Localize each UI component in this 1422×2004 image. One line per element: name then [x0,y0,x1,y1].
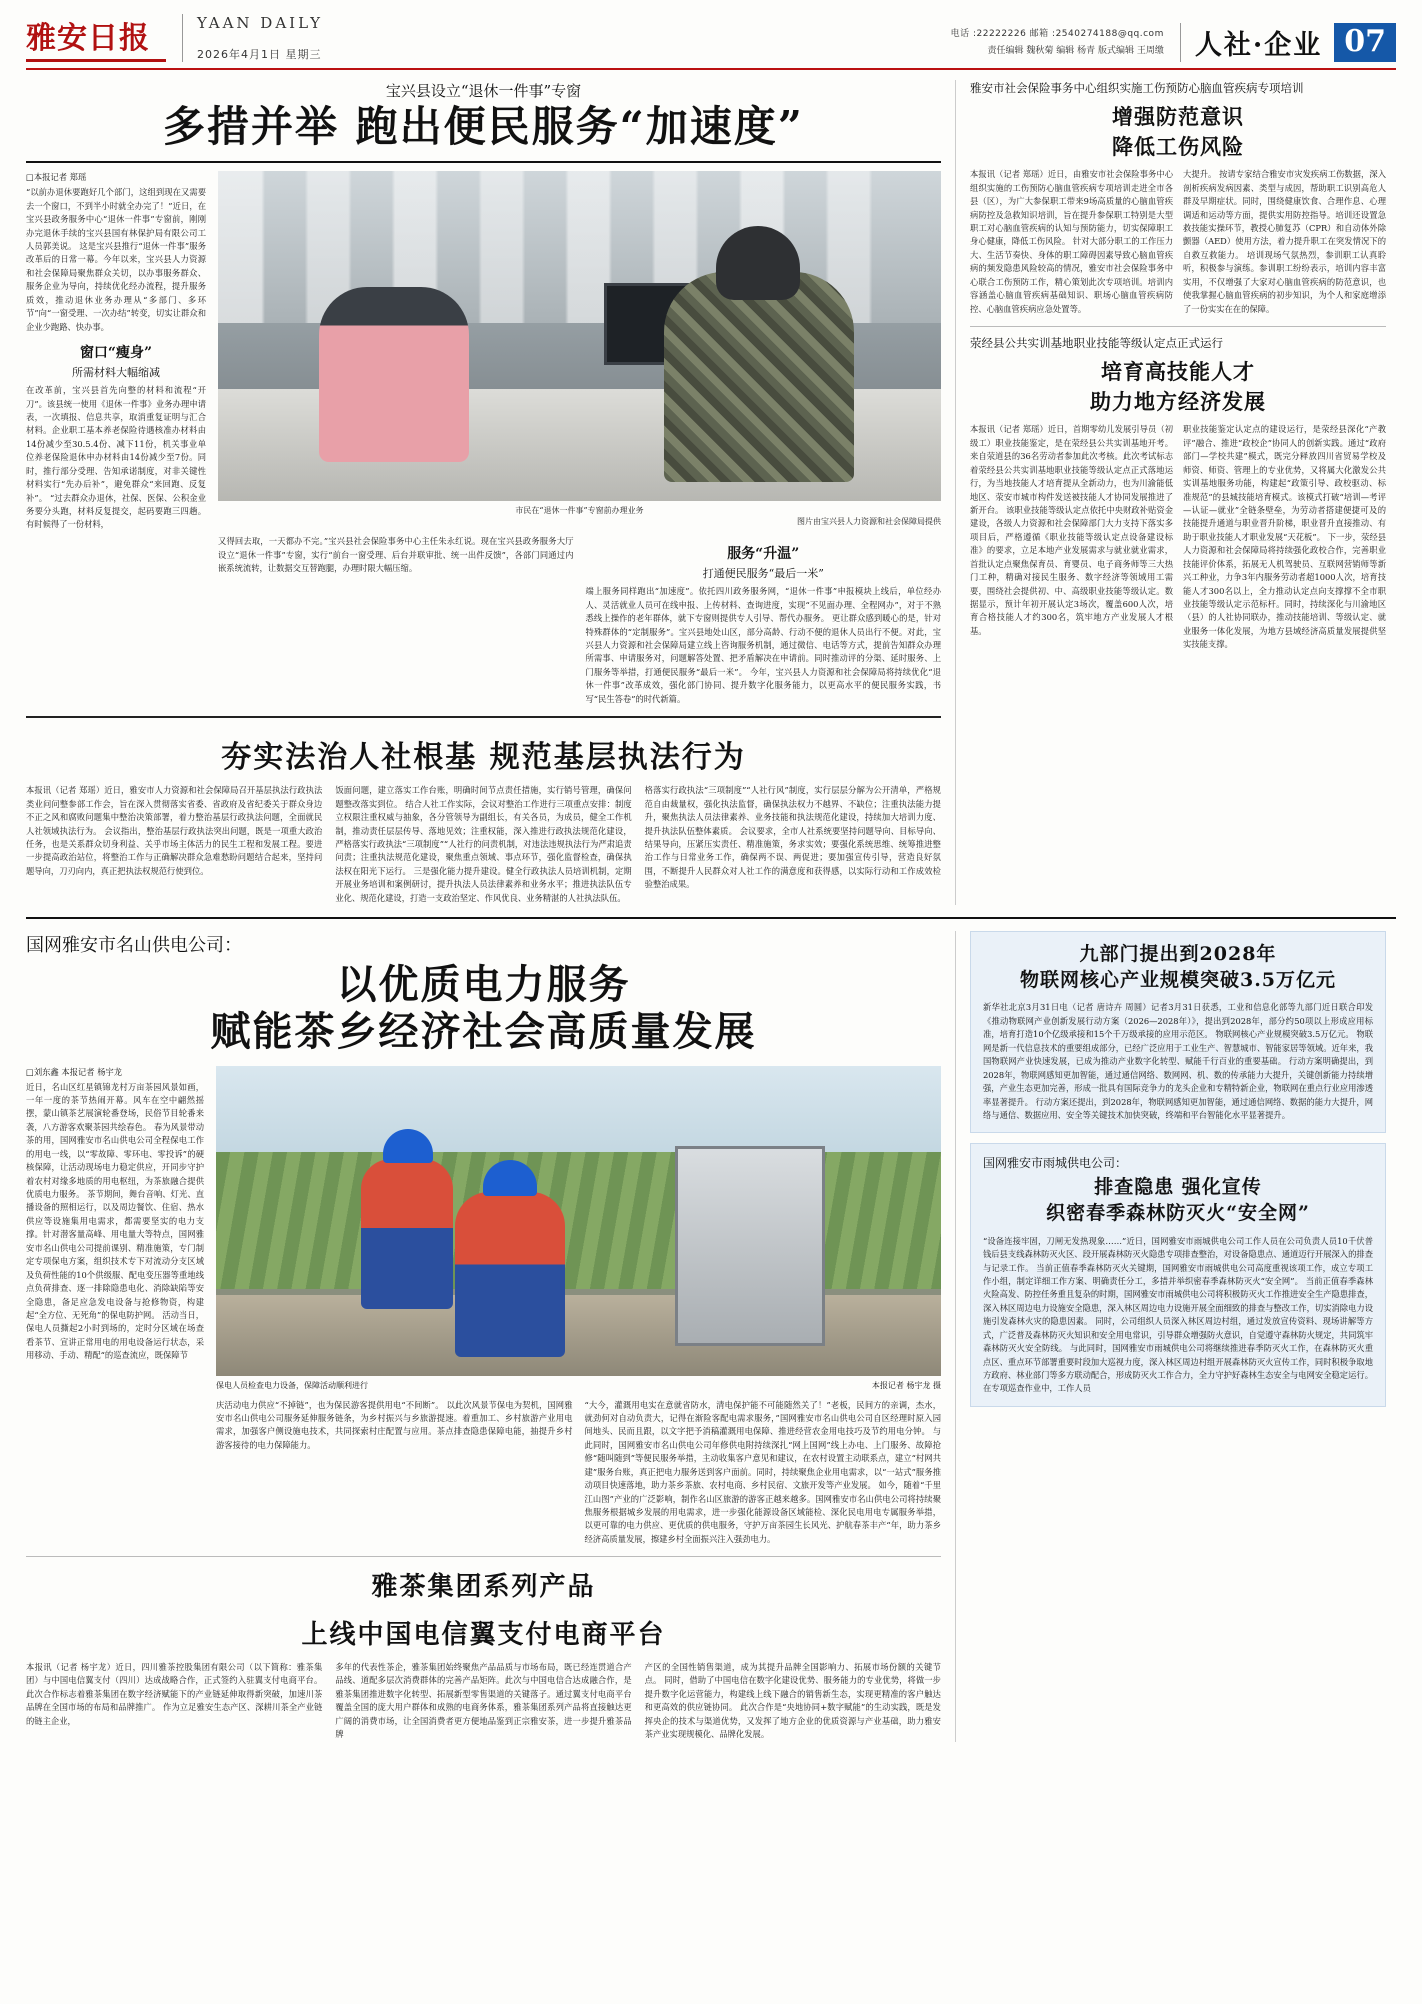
photo-person-citizen [319,287,469,462]
lead-photo-caption: 市民在“退休一件事”专窗前办理业务 [515,506,644,516]
photo-sky [216,1066,941,1159]
mid-body-3: 格落实行政执法“三项制度”“人社行风”制度，实行层层分解为公开清单，严格规范自由裁量权，强化执法监督，确保执法权力不越界、不缺位；注重执法能力提升，聚焦执法人员法律素养、业务技能和执法规范化建设，持续加大培训力度、提升执法队伍整体素质。 会议要求，全市人社系统要坚持问题导向、目标导向、结果导向，压紧压实责任、精准施策，务求实效；要强化系统思维、统筹推进整治工作与日常业务工作，确保两不误、两促进；要加强宣传引导，营造良好氛围，不断提升人民群众对人社工作的满意度和获得感，以实际行动和工作成效检验整治成果。 [644,785,941,890]
bottom-story-2-body-3: 产区的全国性销售渠道，成为其提升品牌全国影响力、拓展市场份额的关键节点。 同时，借助了中国电信在数字化建设优势、服务能力的专业优势，将做一步提升数字化运营能力，构建线上线下融合的销售新生态，实现更精准的客户触达和更高效的供应链协同。 此次合作是“央地协同+数字赋能”的生动实践，既是发挥央企的技术与渠道优势，又发挥了地方企业的优质资源与产业基础，助力雅安茶产业实现规模化、品牌化发展。 [644,1661,941,1740]
lead-body-1: “以前办退休要跑好几个部门，这组到现在又需要去一个窗口，不到半小时就全办完了！”近日，在宝兴县政务服务中心“退休一件事”专窗前，刚刚办完退休手续的宝兴县国有林保护局有限公司工人员郭美说。 这是宝兴县推行“退休一件事”服务改革后的日常一幕。今年以来，宝兴县人力资源和社会保障局聚焦群众关切，以办事服务群众、服务企业为导向，持续优化经办流程，提升服务质效，推动退休业务办理从“多部门、多环节”向“一窗受理、一次办结”转变，切实让群众和企业少跑路、快办事。 [26,187,206,332]
mid-col-2 [335,784,631,905]
right-divider-1 [970,326,1386,327]
bottom-story-2-col-2 [335,1661,631,1742]
photo-worker-1 [361,1159,453,1309]
mid-story [26,732,941,905]
bottom-story-2-body-2: 多年的代表性茶企，雅茶集团始终聚焦产品品质与市场布局，既已经连贯道合产品线、道配多层次消费群体的完善产品矩阵。此次与中国电信合达成融合作，是雅茶集团推进数字化转型、拓展新型零售渠道的关键落子。通过翼支付电商平台覆盖全国的庞大用户群体和成熟的电商务体系，雅茶集团系列产品将直接触达更广阔的消费市场，让全国消费者更方便地品鉴到正宗雅安茶，进一步提升雅茶品牌 [335,1661,632,1740]
publication-date: 2026年4月1日 星期三 [197,48,322,61]
lead-body-4: 端上服务同样跑出“加速度”。依托四川政务服务网，“退休一件事”申报模块上线后，单位经办人、灵活就业人员可在线申报、上传材料、查询进度，实现“不见面办理、全程网办”，对于不熟悉线上操作的老年群体，就下专窗则提供专人引导、帮代办服务。 更让群众感到暖心的是，针对特殊群体的“定制服务”。宝兴县地处山区，部分高龄、行动不便的退休人员出行不便。对此，宝兴县人力资源和社会保障局建立线上咨询服务机制，通过微信、电话等方式，提前告知群众办理所需事、申请服务对，问题解答处置、把矛盾解决在申请前。同时推动评的分渠、延时服务、上门服务等举措，打通便民服务“最后一米”。 今年，宝兴县人力资源和社会保障局将持续优化“退休一件事”改革成效，强化部门协同、提升数字化服务能力，以更高水平的便民服务实践，书写“民生答卷”的时代新篇。 [585,586,941,704]
iot-columns [983,1001,1373,1122]
newspaper-logo [26,22,176,62]
bottom-zone [26,931,1396,1741]
mid-body-2: 饭面问题，建立落实工作台账，明确时间节点责任措施，实行销号管理，确保问题整改落实到位。 结合人社工作实际，会议对整治工作进行三项重点安排：制度立权限注重权威与抽象，各分管领导为副组长，有关各员，为成员，健全工作机制，推动责任层层传导、落地见效；注重权能，深入推进行政执法规范化建设，严格落实行政执法“三项制度”“人社行的问责机制，对违法违规执法行为严肃追责问责；注重执法规范化建设，聚焦重点领域、事点环节，强化监督检查，确保执法权在阳光下运行。 三是强化能力提升建设。健全行政执法人员培训机制，定期开展业务培训和案例研讨，提升执法人员法律素养和业务水平；推进执法队伍专业化、规范化建设，打造一支政治坚定、作风优良、业务精湛的人社执法队伍。 [335,785,632,903]
section-block [1180,23,1396,62]
bottom-story-headline-2: 赋能茶乡经济社会高质量发展 [210,1008,757,1056]
section-title: 人社·企业 [1194,30,1323,61]
logo-chinese-title: 雅安日报 [26,21,150,56]
bottom-photo [216,1066,941,1376]
mid-body-1: 本报讯（记者 郑瑶）近日，雅安市人力资源和社会保障局召开基层执法行政执法类业问问整参部工作会，旨在深入贯彻落实省委、省政府及省纪委关于群众身边不正之风和腐败问题集中整治决策部署，着力整治基层行政执法问题，全面就民人社领域执法行为。 会议指出，整治基层行政执法突出问题，既是一项重大政治任务，也是关系群众切身利益、关乎市场主体活力的民生工程和发展工程。要进一步提高政治站位，将整治工作与正确解决群众急难愁盼问题结合起来，坚持问题导向，刀刃向内，真正把执法权规范行使到位。 [26,785,323,876]
right-story-2-headline-1: 培育高技能人才 [1101,359,1255,385]
right-story-2-kicker: 荥经县公共实训基地职业技能等级认定点正式运行 [970,336,1223,351]
bottom-photo-column [216,1066,941,1547]
bottom-left-block [26,931,956,1741]
right-story-1-kicker: 雅安市社会保险事务中心组织实施工伤预防心脑血管疾病专项培训 [970,81,1304,95]
bottom-lower-col-1 [216,1399,573,1547]
bottom-story-row [26,1066,941,1547]
lead-body-3: 又得回去取，一天都办不完。”宝兴县社会保险事务中心主任朱永红说。现在宝兴县政务服务大厅设立“退休一件事”专窗，实行“前台一窗受理、后台并联审批、统一出件反馈”，各部门同通过内嵌系统流转，让数据交互替跑腿，办理时限大幅压缩。 [218,536,574,574]
lead-subhead-2: 服务“升温” [727,546,800,563]
mid-col-3 [645,784,941,905]
lead-subhead-1-sub: 所需材料大幅缩减 [72,366,160,380]
bottom-story-body-1: 近日，名山区红星镇锦龙村万亩茶园风景如画，一年一度的茶节热闹开幕。风车在空中翩然摇摆，蒙山镇茶艺展演轮番登场，民俗节目轮番来袭，八方游客欢聚茶园共绘春色。 春为风景带动茶的用，国网雅安市名山供电公司全程保电工作的用电一线，以“零故障、零环电、零投诉”的硬核保障，让活动现场电力稳定供应，开同步守护着农村对缘多地质的用电枢纽，为茶旅融合提供优质电力服务。 茶节期间，舞台音响、灯光、直播设备的照相运行，以及周边餐饮、住宿、热水供应等设施集用电需求，都需要坚实的电力支撑。针对潜客量高峰、用电量大等特点，国网雅安市名山供电公司提前课别、精准施策，专门制定专项保电方案，组织技术专下对流动分支区域及负荷性能的10个供级服、配电变压器等重地线点负荷排查、逐一排除隐患电化、消除缺陷等安全隐患，备足应急发电设备与抢修物资，构建起“全方位、无死角”的保电防护网。 活动当日，保电人员撕起2小时到场的，定时分区域在场查看茶节、宣讲正常用电的用电设备运行状态，采用移动、手动、精配“的巡查流应，既保障节 [26,1081,204,1361]
iot-col-1 [983,1001,1373,1122]
right-story-2-col-1 [970,423,1173,651]
bottom-lower-columns [216,1399,941,1547]
right-story-2-body-1: 本报讯（记者 郑瑶）近日，首期零幼儿发展引导员（初级工）职业技能鉴定，是在荥经县公共实训基地开考。来自荥道县的36名劳动者参加此次考核。此次考试标志着荥经县公共实训基地职业技能等级认定点正式落地运行，为当地技能人才培育提从全新动力，也为川渝能低地区、荥安市城市构件发送被技能人才协同发展推进了新开台。 该职业技能等级认定点依托中央财政补贴资金建设，各级人力资源和社会保障部门大力支持下落实多项目后，严格遵循《职业技能等级认定点设备建设标准》的要求，立足本地产业发展需求与就业就业需求，首批认定点聚焦保育员、育婴员、电子商务师等三大热门工种，精确对接民生服务、数字经济等领域用工需要，围绕社会提供初、中、高级职业技能等级认定。数据显示，预计年初开展认定3场次，覆盖600人次，培育合格技能人才约300名，筑牢地方产业发展人才根基。 [970,424,1173,636]
bottom-story-col-1 [26,1066,204,1547]
mid-headline: 夯实法治人社根基 规范基层执法行为 [221,740,746,776]
bottom-story-2-columns [26,1661,941,1742]
bottom-photo-caption-row [216,1380,941,1391]
bottom-story-body-2: 庆活动电力供应“不掉链”，也为保民游客提供用电“不间断”。 以此次风景节保电为契机，国网雅安市名山供电公司服务延伸服务链条，为乡村振兴与乡旅游提速。着重加工、乡村旅游产业用电需求，加强客户侧设施电技术，共同探索村庄配置与应用。茶点排查隐患保障电能，抽提升乡村游客接待的电力保障能力。 [216,1399,573,1450]
bottom-story-body-3: “大今，灌溉用电实在意就省防水，清电保护能不可能随然关了！”老板，民间方的亲调，杰水，就劲何对自动负责大，记得在渐险客配电需求服务，”国网雅安市名山供电公司自区经理时原入园间地头、民而且跟，以文字把予消稿灌溉用电保障、推进经营农金用电技巧及节约用电分钟。 与此同时，国网雅安市名山供电公司年修供电附持续深扎“网上国网”线上办电、上门服务、故障抢修“随叫随到”等便民服务举措，主动收集客户意见和建议，在农村设置主动联系点，建立“村网共建”服务台账，真正把电力服务送到客户面前。同时，持续聚焦企业用电需求，以“一站式”服务推动项目快速落地，助力茶乡茶旅、农村电商、乡村民宿、文旅开发等产业发展。 如今，随着“千里江山图”产业的广泛影响，制作名山区旅游的游客正越来越多。国网雅安市名山供电公司将持续聚焦服务根据城乡发展的用电需求，进一步强化能源设备区域能检、深化民电用电专属服务举措，以更可靠的电力供应、更优质的供电服务，守护万亩茶园生长风光、护航春茶丰产“年，助力茶乡经济高质量发展，擦建乡村全面振兴注入强劲电力。 [584,1399,941,1544]
bottom-story-kicker: 国网雅安市名山供电公司： [26,935,242,957]
right-story-2-columns [970,423,1386,651]
bottom-story-byline: □刘东鑫 本报记者 杨宇龙 [26,1066,123,1077]
lead-photo-column [218,171,941,706]
masthead-contact [323,26,1180,62]
right-story-2-body-2: 职业技能鉴定认定点的建设运行，是荥经县深化“产教评”融合、推进“政校企”协同人的创新实践。通过“政府部门—学校共建”模式，既完分释放四川省贸易学校及师资、师资、管理上的专业优势，又将属大化激发公共实训基地服务功能，构建起“政策引导、政校驱动、标准规范”的县城技能培育模式。该模式打破“培训—考评—认证—就业”全链条壁垒，为劳动者搭建便捷可及的技能提升通道与职业晋升阶梯，职业晋升直接推动、有助于职业技能人才职业发展“天花板”。 下一步，荥经县人力资源和社会保障局将持续强化政校合作，完善职业技能评价体系，拓展无人机驾驶员、互联网营销师等新兴工种业，力争3年内服务劳动者超1000人次，培育技能人才300名以上，全力推动认定点向支撑撑不全市职业技能等级认定示范标杆。同时，持续深化与川渝地区（县）的人社协同联办，推动技能培训、等级认定、就业服务一体化发展，为地方县域经济高质量发展提供坚实技能支撑。 [1183,424,1386,650]
mid-divider [26,716,941,718]
photo-person-staff [664,272,854,482]
right-story-1-col-1 [970,168,1173,316]
forest-headline-1: 排查隐患 强化宣传 [1094,1176,1262,1199]
mid-col-1 [26,784,322,905]
right-story-1-headline-1: 增强防范意识 [1112,104,1244,130]
photo-road [216,1295,941,1376]
forest-kicker: 国网雅安市雨城供电公司： [983,1156,1128,1171]
lead-row [26,171,941,706]
zone-separator [26,917,1396,919]
right-story-1-body-2: 大提升。 按请专家结合雅安市灾发疾病工伤数据，深入剖析疾病发病因素、类型与成因，帮助职工识别高危人群及早期症状。同时，围绕健康饮食、合理作息、心理调适和运动等方面，提供实用防控指导。培训还设置急救技能实操环节，教授心肺复苏（CPR）和自动体外除颤器（AED）使用方法，着力提升职工在突发情况下的自救互救能力。 培训现场气氛热烈，参训职工认真聆听，积极参与演练。参训职工纷纷表示，培训内容丰富实用，不仅增强了大家对心脑血管疾病的防范意识，也使我掌握心脑血管疾病的初步知识，为个人和家庭增添了一份实实在在的保障。 [1183,169,1386,314]
iot-news-box [970,931,1386,1133]
lead-lower-columns [218,535,941,706]
contact-line-2: 责任编辑 魏秋菊 编辑 杨青 版式编辑 王周缴 [987,45,1164,56]
right-story-2-col-2 [1183,423,1386,651]
mid-columns [26,784,941,905]
lead-photo [218,171,941,501]
bottom-story-2-headline-1: 雅茶集团系列产品 [371,1572,596,1603]
right-story-2 [970,335,1386,652]
right-story-1 [970,80,1386,316]
headline-rule [26,161,941,163]
page-number: 07 [1334,23,1396,62]
iot-headline-1: 九部门提出到2028年 [1079,943,1277,966]
top-zone [26,80,1396,905]
forest-columns [983,1235,1373,1396]
lead-column-1 [26,171,206,706]
bottom-divider [26,1556,941,1557]
bottom-story-2-col-3 [645,1661,941,1742]
photo-worker-2 [455,1192,565,1357]
bottom-right-block [956,931,1386,1741]
bottom-photo-credit: 本报记者 杨宇龙 摄 [871,1380,941,1390]
lead-subhead-1: 窗口“瘦身” [79,345,153,362]
bottom-story-headline-1: 以优质电力服务 [336,961,631,1009]
right-story-1-col-2 [1183,168,1386,316]
forest-headline-2: 织密春季森林防灭火“安全网” [1046,1202,1310,1225]
photo-tea-field [216,1152,941,1288]
right-story-1-headline-2: 降低工伤风险 [1112,134,1244,160]
right-story-1-columns [970,168,1386,316]
lead-story [26,80,956,905]
forest-col-1 [983,1235,1373,1396]
forest-fire-box [970,1143,1386,1407]
logo-english-title: YAAN DAILY [197,14,323,32]
masthead-name-block [182,14,323,62]
bottom-story-2 [26,1571,941,1741]
right-story-1-body-1: 本报讯（记者 郑瑶）近日，由雅安市社会保险事务中心组织实施的工伤预防心脑血管疾病专项培训走进全市各县（区），为广大参保职工带来9场高质量的心脑血管疾病防控及急救知识培训，旨在提升参保职工特别是大型职工对心脑血管疾病的认知与预防能力，切实保障职工身心健康，降低工伤风险。 针对大部分职工的工作压力大、生活节奏快、身体的职工障碍因素导致心脑血管疾病的频发隐患风险较高的情况，雅安市社会保险事务中心联合工伤预防工作，精心策划此次专项培训。培训内容涵盖心脑血管疾病基础知识、职场心脑血管疾病防控、心脑血管疾病应急处置等。 [970,169,1173,314]
right-story-2-headline-2: 助力地方经济发展 [1090,389,1266,415]
bottom-story-2-body-1: 本报讯（记者 杨宇龙）近日，四川雅茶控股集团有限公司（以下简称：雅茶集团）与中国电信翼支付（四川）达成战略合作，正式签约入驻翼支付电商平台。此次合作标志着雅茶集团在数字经济赋能下的产业链延伸取得新突破，加速川茶品牌在全国市场的布局和品牌推广。 作为立足雅安生态产区、深耕川茶全产业链的链主企业， [26,1661,323,1726]
lead-photo-credit: 图片由宝兴县人力资源和社会保障局提供 [797,517,941,527]
bottom-story-2-col-1 [26,1661,322,1742]
iot-body-1: 新华社北京3月31日电（记者 唐诗卉 周圆）记者3月31日获悉，工业和信息化部等九部门近日联合印发《推动物联网产业创新发展行动方案（2026—2028年）》，提出到2028年，部分约50项以上形成应用标准，培育打造10个亿级承接和15个千万级承接的应用示范区。 物联网核心产业规模突破3.5万亿元。 物联网是新一代信息技术的重要组成部分，已经广泛应用于工业生产、智慧城市、智能家居等领域。近年来，我国物联网产业快速发展，已成为推动产业数字化转型、赋能千行百业的重要基础。 行动方案明确提出，到2028年，物联网感知更加智能，通过通信网络、数网网、机、数的传承能力大提升，关键创新能力持续增强，产业生态更加完善，形成一批具有国际竞争力的龙头企业和专精特新企业，物联网在重点行业应用渗透率显著提升。 行动方案还提出，到2028年，物联网感知更加智能，通过通信网络、数据的能力大提升，网络与通信、数据应用、安全等关键技术加快突破，终端和平台智能化水平显著提升。 [983,1002,1373,1120]
iot-headline-2: 物联网核心产业规模突破3.5万亿元 [1019,968,1337,991]
forest-body-1: “设备连接牢固，刀闸无发热现象……”近日，国网雅安市雨城供电公司工作人员在公司负责人员10千伏普钱后县支线森林防灭火区、段开展森林防灭火隐患专项排查整治，对设备隐患点、通道迈行开展深入的排查与记录工作。 当前正值春季森林防灭火关键期，国网雅安市雨城供电公司高度重视该项工作，成立专项工作小组，制定详细工作方案、明确责任分工，多措并举织密春季森林防灭火“安全网”。 当前正值春季森林火险高发、防控任务重且复杂的时期，国网雅安市雨城供电公司将积极防灭火工作推进安全生产隐患排查，深入林区周边电力设施安全隐患，深入林区周边电力设施开展全面细致的排查与整改工作，切实消除电力设施引发森林火灾的隐患因素。 同时，公司组织人员深入林区周边村组，通过发放宣传资料、现场讲解等方式，广泛普及森林防灭火知识和安全用电常识，引导群众增强防火意识，自觉遵守森林防火规定，共同筑牢森林防灭火安全防线。 与此同时，国网雅安市雨城供电公司将继续推进春季防灭火工作，在森林防灭火重点区、重点环节部署重要时段加大巡视力度，深入林区周边村组开展森林防灭火宣传工作，同时积极争取地方政府、林业部门等多方联动配合，形成防灭火工作合力，全力守护好森林生态安全与电网安全稳定运行。 在专项巡查作业中，工作人员 [983,1235,1373,1394]
masthead [26,14,1396,70]
lead-body-2: 在改革前，宝兴县首先向整的材料和流程“开刀”。该县统一使用《退休一件事》业务办理申请表，一次填报、信息共享，取消重复证明与汇合材料。企业职工基本养老保险待遇核准办材料由14份减少至30.5.4份、减下11份，机关事业单位养老保险退休申办材料由14份减少至7份。同时，推行部分受理、告知承诺制度，对非关键性材料实行“先办后补”，避免群众“来回跑、反复补”。 “过去群众办退休，社保、医保、公积金业务要分头跑，材料反复提交，起码要跑三四趟。有时候得了一份材料， [26,385,206,530]
bottom-lower-col-2 [585,1399,942,1547]
bottom-story-2-headline-2: 上线中国电信翼支付电商平台 [301,1620,666,1651]
lead-byline: □本报记者 郑瑶 [26,172,87,183]
lead-subhead-2-sub: 打通便民服务“最后一米” [702,567,824,581]
lead-lower-col-2 [586,535,942,706]
bottom-photo-caption: 保电人员检查电力设备，保障活动顺利进行 [216,1380,368,1390]
logo-rule [26,59,166,62]
spacer [970,1133,1386,1143]
lead-headline: 多措并举 跑出便民服务“加速度” [163,102,804,151]
lead-kicker: 宝兴县设立“退休一件事”专窗 [385,82,582,100]
photo-electrical-cabinet [675,1146,825,1346]
contact-line-1: 电话 :22222226 邮箱 :2540274188@qq.com [950,28,1164,39]
right-column-top [956,80,1386,905]
lead-lower-col-1 [218,535,574,706]
